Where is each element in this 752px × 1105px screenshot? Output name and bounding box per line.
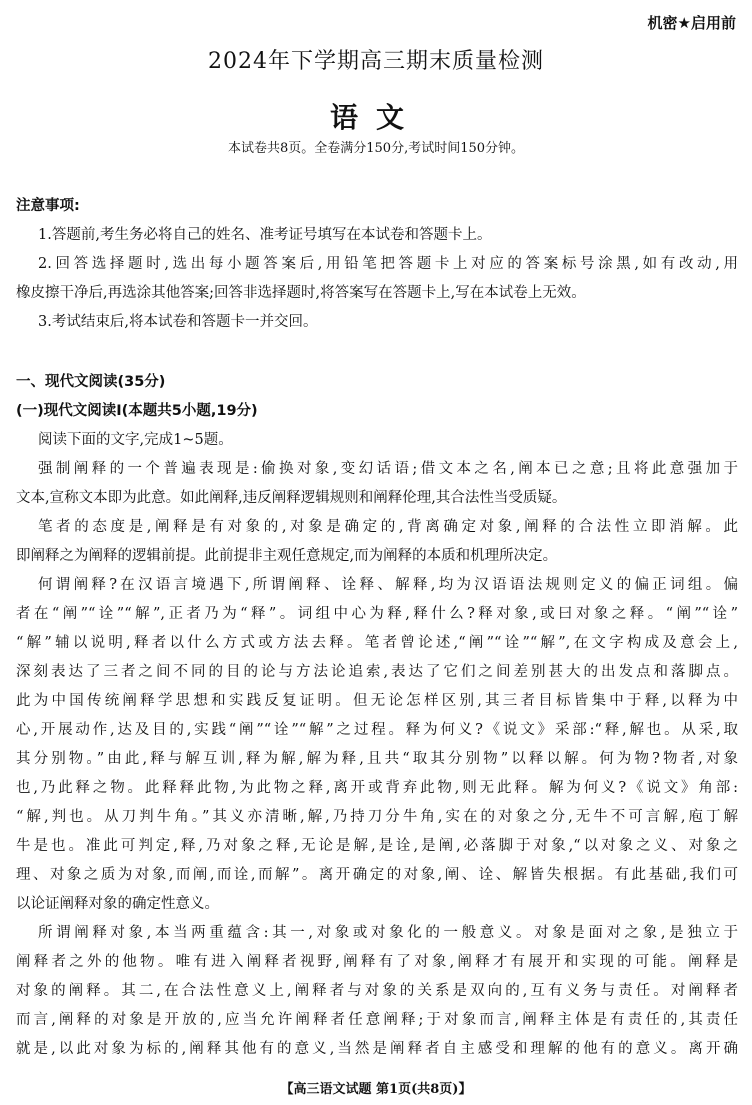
subject-title: 语文 [329,101,422,134]
notice-item: 橡皮擦干净后,再选涂其他答案;回答非选择题时,将答案写在答题卡上,写在本试卷上无效。 [16,285,586,301]
section-heading: 一、现代文阅读(35分) [16,374,166,390]
passage-line: “解”辅以说明,释者以什么方式或方法去释。笔者曾论述,“阐”“诠”“解”,在文字构成及意会上, [16,635,738,651]
passage-line: 而言,阐释的对象是开放的,应当允许阐释者任意阐释;于对象而言,阐释主体是有责任的,其责任 [16,1012,738,1028]
passage-line: 所谓阐释对象,本当两重蕴含:其一,对象或对象化的一般意义。对象是面对之象,是独立于 [38,925,738,941]
exam-title: 2024年下学期高三期末质量检测 [208,49,544,74]
passage-line: 也,乃此释之物。此释释此物,为此物之释,离开或背弃此物,则无此释。解为何义?《说文》角部: [16,780,738,796]
passage-line: 何谓阐释?在汉语言境遇下,所谓阐释、诠释、解释,均为汉语语法规则定义的偏正词组。偏 [38,577,738,593]
notice-item: 1.答题前,考生务必将自己的姓名、准考证号填写在本试卷和答题卡上。 [38,227,492,243]
reading-section [16,368,738,1064]
page-footer: 【高三语文试题 第1页(共8页)】 [280,1082,472,1097]
confidential-mark: 机密★启用前 [647,14,736,32]
passage-line: 笔者的态度是,阐释是有对象的,对象是确定的,背离确定对象,阐释的合法性立即消解。此 [38,519,738,535]
passage-line: 此为中国传统阐释学思想和实践反复证明。但无论怎样区别,其三者目标皆集中于释,以释为中 [16,693,738,709]
passage-line: 就是,以此对象为标的,阐释其他有的意义,当然是阐释者自主感受和理解的他有的意义。离开确 [16,1041,738,1057]
passage-line: 即阐释之为阐释的逻辑前提。此前提非主观任意规定,而为阐释的本质和机理所决定。 [16,548,558,564]
passage-line: 牛是也。准此可判定,释,乃对象之释,无论是解,是诠,是阐,必落脚于对象,“以对象之义、对象之 [16,838,738,854]
passage [16,455,738,1064]
passage-line: 理、对象之质为对象,而阐,而诠,而解”。离开确定的对象,阐、诠、解皆失根据。有此基础,我们可 [16,867,738,883]
passage-line: “解,判也。从刀判牛角。”其义亦清晰,解,乃持刀分牛角,实在的对象之分,无牛不可言解,庖丁解 [16,809,738,825]
passage-line: 以论证阐释对象的确定性意义。 [16,896,219,912]
section-instruction: 阅读下面的文字,完成1~5题。 [38,432,233,448]
passage-line: 文本,宣称文本即为此意。如此阐释,违反阐释逻辑规则和阐释伦理,其合法性当受质疑。 [16,490,567,506]
exam-info: 本试卷共8页。全卷满分150分,考试时间150分钟。 [227,141,525,156]
passage-line: 阐释者之外的他物。唯有进入阐释者视野,阐释有了对象,阐释才有展开和实现的可能。阐释是 [16,954,738,970]
section-subheading: (一)现代文阅读I(本题共5小题,19分) [16,403,258,419]
notice-item: 2.回答选择题时,选出每小题答案后,用铅笔把答题卡上对应的答案标号涂黑,如有改动,用 [38,256,738,272]
notice-item: 3.考试结束后,将本试卷和答题卡一并交回。 [38,314,318,330]
passage-line: 强制阐释的一个普遍表现是:偷换对象,变幻话语;借文本之名,阐本已之意;且将此意强加于 [38,461,738,477]
passage-line: 其分别物。”由此,释与解互训,释为解,解为释,且共“取其分别物”以释以解。何为物?物者,对象 [16,751,738,767]
passage-line: 深刻表达了三者之间不同的目的论与方法论追索,表达了它们之间差别甚大的出发点和落脚点。 [16,664,738,680]
passage-line: 心,开展动作,达及目的,实践“阐”“诠”“解”之过程。释为何义?《说文》采部:“释,解也。从采,取 [16,722,738,738]
passage-line: 者在“阐”“诠”“解”,正者乃为“释”。词组中心为释,释什么?释对象,或曰对象之释。“阐”“诠” [16,606,738,622]
passage-line: 对象的阐释。其二,在合法性意义上,阐释者与对象的关系是双向的,互有义务与责任。对阐释者 [16,983,738,999]
notice-section [16,192,738,337]
notice-heading: 注意事项: [16,198,80,214]
